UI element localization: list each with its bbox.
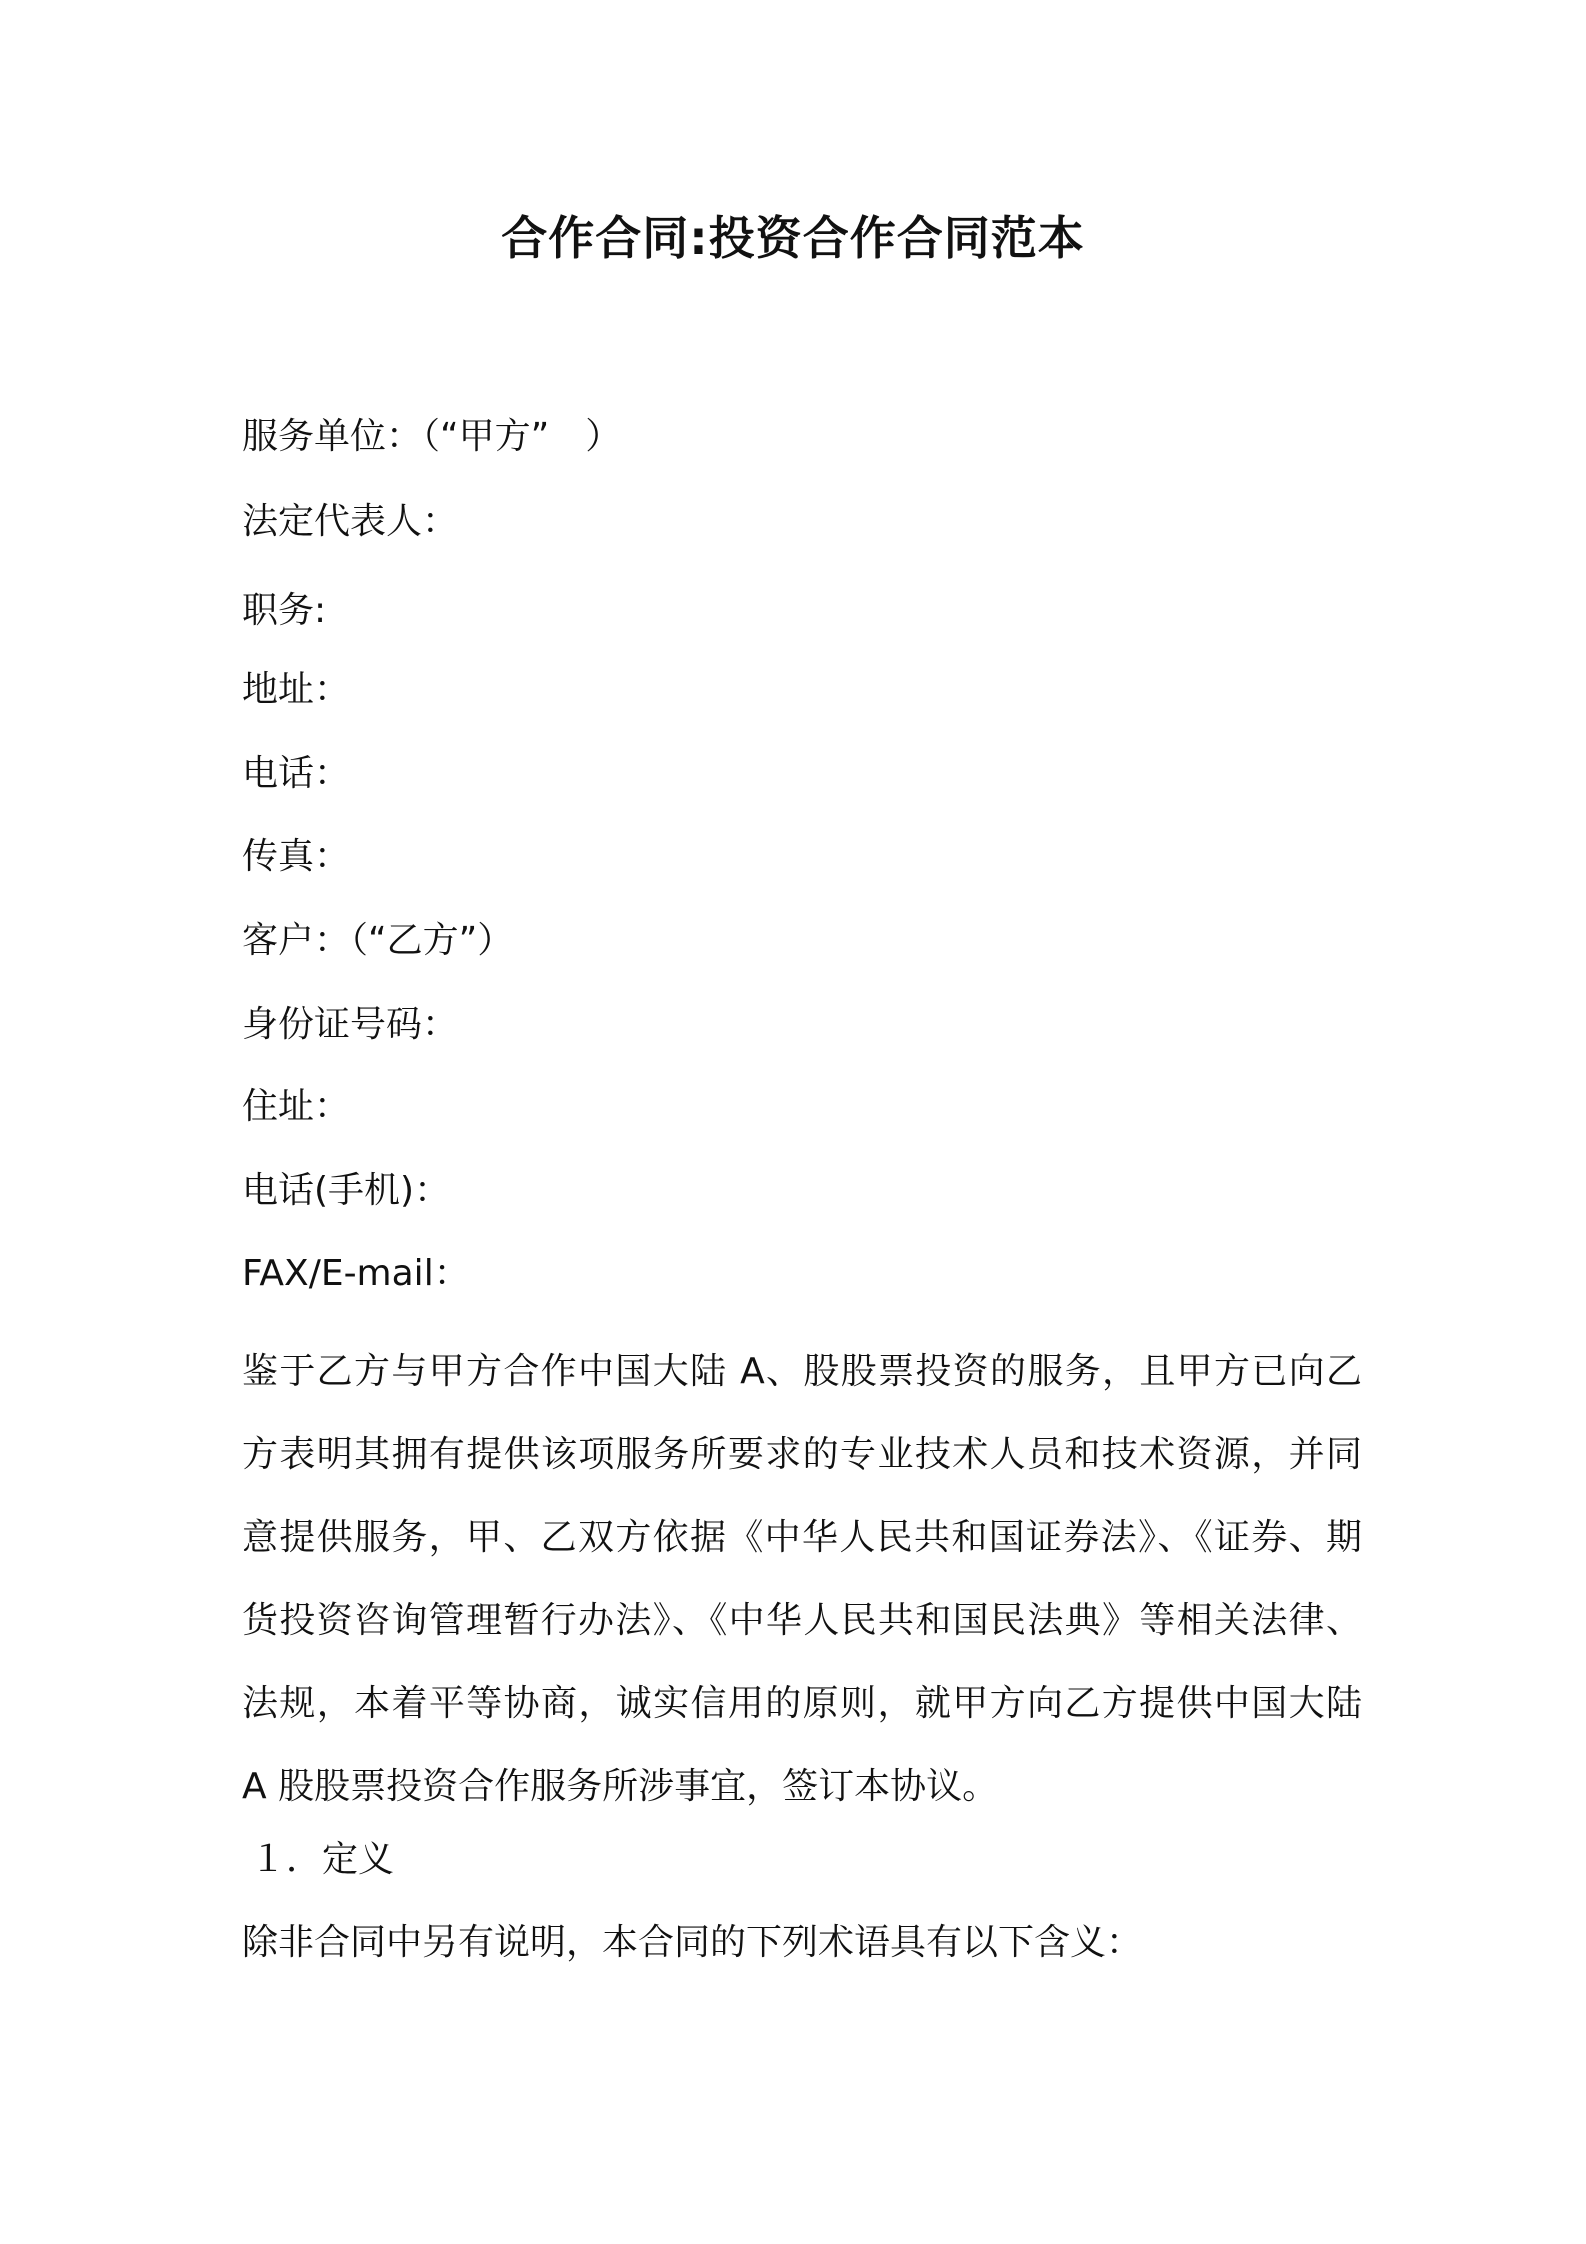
field-mobile-phone: 电话(手机)： bbox=[242, 1170, 451, 1211]
preamble-line: A 股股票投资合作服务所涉事宜，签订本协议。 bbox=[242, 1766, 999, 1807]
field-address: 地址： bbox=[242, 669, 351, 710]
preamble-line: 货投资咨询管理暂行办法》、《中华人民共和国民法典》等相关法律、 bbox=[242, 1600, 1362, 1641]
field-id-number: 身份证号码： bbox=[242, 1004, 459, 1045]
document-title: 合作合同:投资合作合同范本 bbox=[501, 211, 1085, 265]
field-residence: 住址： bbox=[242, 1086, 351, 1127]
field-client: 客户：（“乙方”） bbox=[242, 920, 514, 961]
preamble-paragraph bbox=[242, 1330, 1362, 1828]
field-phone: 电话： bbox=[242, 753, 351, 794]
preamble-line: 法规，本着平等协商，诚实信用的原则，就甲方向乙方提供中国大陆 bbox=[242, 1683, 1362, 1724]
field-position: 职务: bbox=[242, 590, 327, 631]
preamble-line: 方表明其拥有提供该项服务所要求的专业技术人员和技术资源，并同 bbox=[242, 1434, 1362, 1475]
field-fax-email: FAX/E-mail： bbox=[242, 1253, 470, 1294]
preamble-line: 意提供服务，甲、乙双方依据《中华人民共和国证券法》、《证券、期 bbox=[242, 1517, 1362, 1558]
field-fax: 传真： bbox=[242, 836, 351, 877]
definitions-intro: 除非合同中另有说明，本合同的下列术语具有以下含义： bbox=[242, 1922, 1143, 1963]
field-legal-representative: 法定代表人： bbox=[242, 501, 459, 542]
section-heading-definitions: １．定义 bbox=[250, 1839, 395, 1880]
preamble-line: 鉴于乙方与甲方合作中国大陆 A、股股票投资的服务，且甲方已向乙 bbox=[242, 1351, 1362, 1392]
field-service-unit: 服务单位：（“甲方” ） bbox=[242, 416, 622, 457]
